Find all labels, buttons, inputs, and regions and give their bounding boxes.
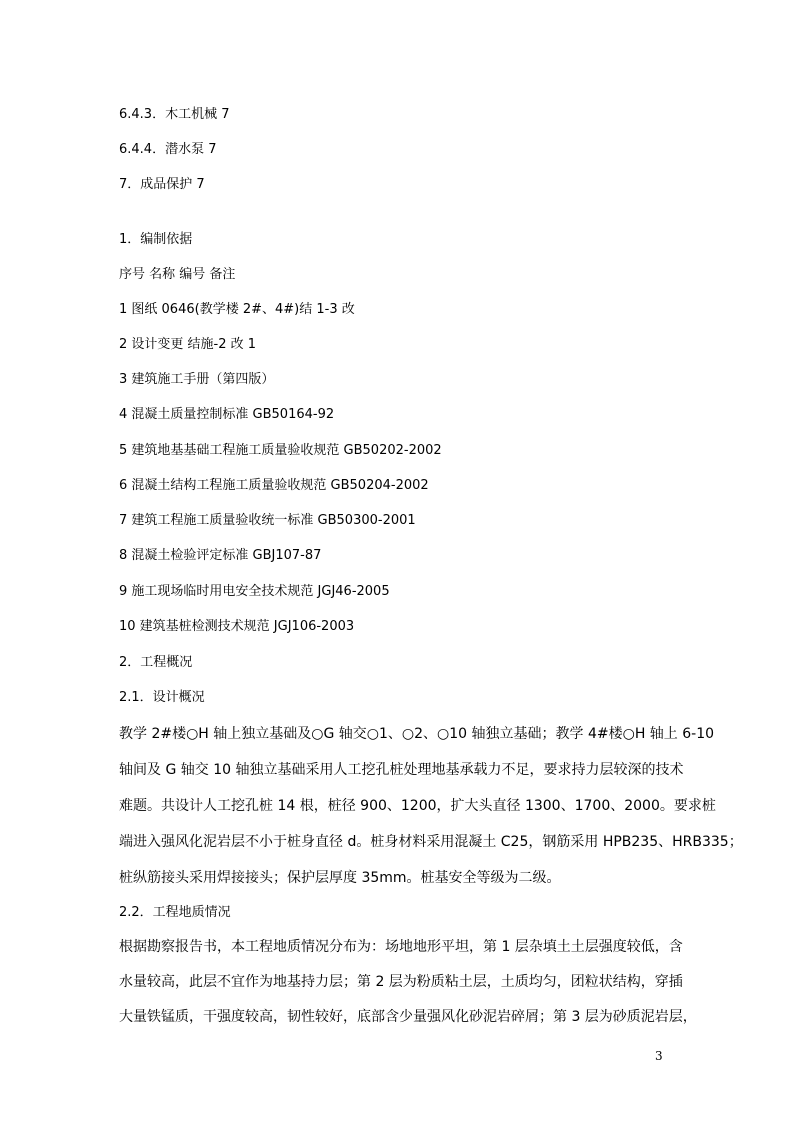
- toc-entry: 6.4.4．潜水泵 7: [119, 142, 217, 157]
- reference-item: 8 混凝土检验评定标准 GBJ107-87: [119, 548, 322, 563]
- paragraph-line: 教学 2#楼○H 轴上独立基础及○G 轴交○1、○2、○10 轴独立基础；教学 4#楼○H 轴上 6-10: [119, 726, 715, 742]
- reference-item: 3 建筑施工手册（第四版）: [119, 372, 275, 387]
- section-heading: 1．编制依据: [119, 232, 193, 247]
- toc-entry: 6.4.3．木工机械 7: [119, 107, 230, 122]
- reference-item: 7 建筑工程施工质量验收统一标准 GB50300-2001: [119, 513, 416, 528]
- paragraph-line: 大量铁锰质，干强度较高，韧性较好，底部含少量强风化砂泥岩碎屑；第 3 层为砂质泥岩层，: [119, 1009, 697, 1025]
- table-header: 序号 名称 编号 备注: [119, 267, 236, 282]
- reference-item: 2 设计变更 结施-2 改 1: [119, 337, 257, 352]
- reference-item: 1 图纸 0646(教学楼 2#、4#)结 1-3 改: [119, 302, 355, 317]
- reference-item: 9 施工现场临时用电安全技术规范 JGJ46-2005: [119, 584, 390, 599]
- page-number: 3: [655, 1049, 663, 1063]
- reference-item: 5 建筑地基基础工程施工质量验收规范 GB50202-2002: [119, 443, 442, 458]
- subsection-heading: 2.2．工程地质情况: [119, 905, 231, 920]
- paragraph-line: 端进入强风化泥岩层不小于桩身直径 d。桩身材料采用混凝土 C25，钢筋采用 HPB235、HRB335；: [119, 834, 743, 850]
- toc-entry: 7．成品保护 7: [119, 177, 205, 192]
- paragraph-line: 根据勘察报告书，本工程地质情况分布为：场地地形平坦，第 1 层杂填土土层强度较低，含: [119, 939, 683, 955]
- subsection-heading: 2.1．设计概况: [119, 690, 205, 705]
- paragraph-line: 轴间及 G 轴交 10 轴独立基础采用人工挖孔桩处理地基承载力不足，要求持力层较深的技术: [119, 762, 684, 778]
- reference-item: 6 混凝土结构工程施工质量验收规范 GB50204-2002: [119, 478, 429, 493]
- paragraph-line: 难题。共设计人工挖孔桩 14 根，桩径 900、1200，扩大头直径 1300、1700、2000。要求桩: [119, 798, 716, 814]
- paragraph-line: 水量较高，此层不宜作为地基持力层；第 2 层为粉质粘土层，土质均匀，团粒状结构，穿插: [119, 974, 683, 990]
- reference-item: 4 混凝土质量控制标准 GB50164-92: [119, 407, 335, 422]
- paragraph-line: 桩纵筋接头采用焊接接头；保护层厚度 35mm。桩基安全等级为二级。: [119, 870, 561, 886]
- section-heading: 2．工程概况: [119, 655, 193, 670]
- reference-item: 10 建筑基桩检测技术规范 JGJ106-2003: [119, 619, 355, 634]
